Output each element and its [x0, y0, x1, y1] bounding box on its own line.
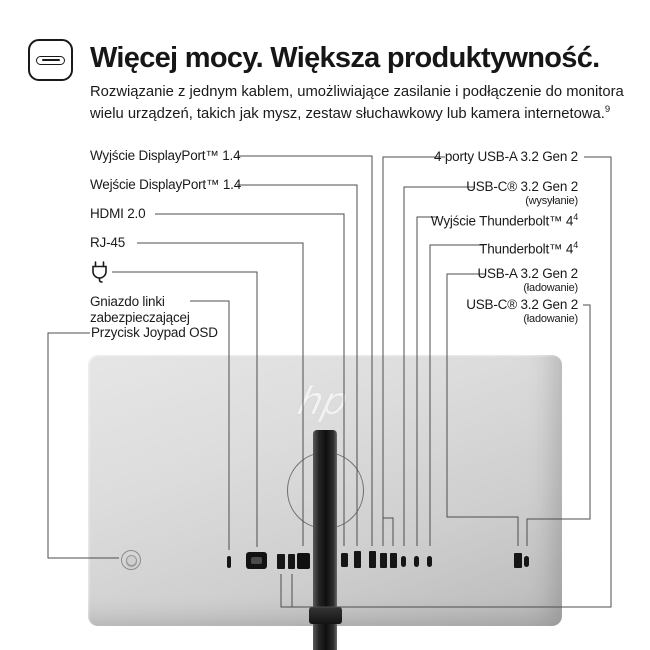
hp-logo: hp	[293, 379, 353, 423]
usb-c-pill-shape	[36, 56, 65, 65]
usb-c-pill-line	[42, 59, 60, 61]
security-lock-slot	[227, 556, 231, 568]
subtitle-footnote: 9	[604, 104, 611, 115]
power-plug-icon	[90, 261, 109, 284]
hdmi-port	[341, 553, 348, 567]
page-title: Więcej mocy. Większa produktywność.	[90, 42, 600, 74]
callout-sublabel-usbc-charging: (ładowanie)	[523, 313, 578, 325]
callout-label-thunderbolt: Thunderbolt™ $4^4$	[479, 240, 578, 257]
usb-a-port-1	[277, 554, 285, 569]
usb-a-charging-port	[514, 553, 522, 568]
callout-label-usba-ports: 4 porty USB-A 3.2 Gen 2	[434, 149, 578, 164]
usb-a-port-3	[380, 553, 387, 568]
usb-c-upstream-port	[401, 556, 406, 567]
usb-a-port-2	[288, 554, 295, 569]
callout-sublabel-usba-charging: (ładowanie)	[523, 282, 578, 294]
callout-label-security-lock: Gniazdo linki zabezpieczającej	[90, 294, 190, 325]
rj45-port	[297, 553, 310, 569]
thunderbolt-out-port	[414, 556, 419, 567]
power-inlet-port	[246, 552, 267, 569]
callout-label-displayport-out: Wyjście DisplayPort™ 1.4	[90, 148, 241, 163]
subtitle	[90, 83, 632, 123]
callout-label-usba-charging: USB-A 3.2 Gen 2 (ładowanie)	[477, 266, 578, 294]
joypad-osd-button	[121, 550, 141, 570]
power-inlet-detail	[251, 557, 262, 564]
callout-label-rj45: RJ-45	[90, 235, 126, 250]
subtitle-text: Rozwiązanie z jednym kablem, umożliwiające zasilanie i podłączenie do monitora wielu urządzeń, takich jak mysz, zestaw słuchawkowy lub kamera internetowa.	[90, 84, 624, 122]
callout-label-usbc-charging: USB-C® 3.2 Gen 2 (ładowanie)	[466, 297, 578, 325]
callout-sublabel-upstream: (wysyłanie)	[525, 195, 578, 207]
usb-c-charging-port	[524, 556, 529, 567]
callout-label-hdmi: HDMI 2.0	[90, 206, 146, 221]
stand-mount-clamp	[309, 607, 342, 624]
displayport-in-port	[354, 551, 361, 568]
callout-label-thunderbolt-out: Wyjście Thunderbolt™ $4^4$	[430, 212, 578, 229]
displayport-out-port	[369, 551, 376, 568]
thunderbolt-port	[427, 556, 432, 567]
callout-label-displayport-in: Wejście DisplayPort™ 1.4	[90, 177, 242, 192]
joypad-osd-button-cap	[126, 555, 137, 566]
callout-label-joypad: Przycisk Joypad OSD	[91, 325, 218, 340]
usb-a-port-4	[390, 553, 397, 568]
callout-label-usbc-upstream: USB-C® 3.2 Gen 2 (wysyłanie)	[466, 179, 578, 207]
usb-c-port-icon	[28, 39, 73, 81]
